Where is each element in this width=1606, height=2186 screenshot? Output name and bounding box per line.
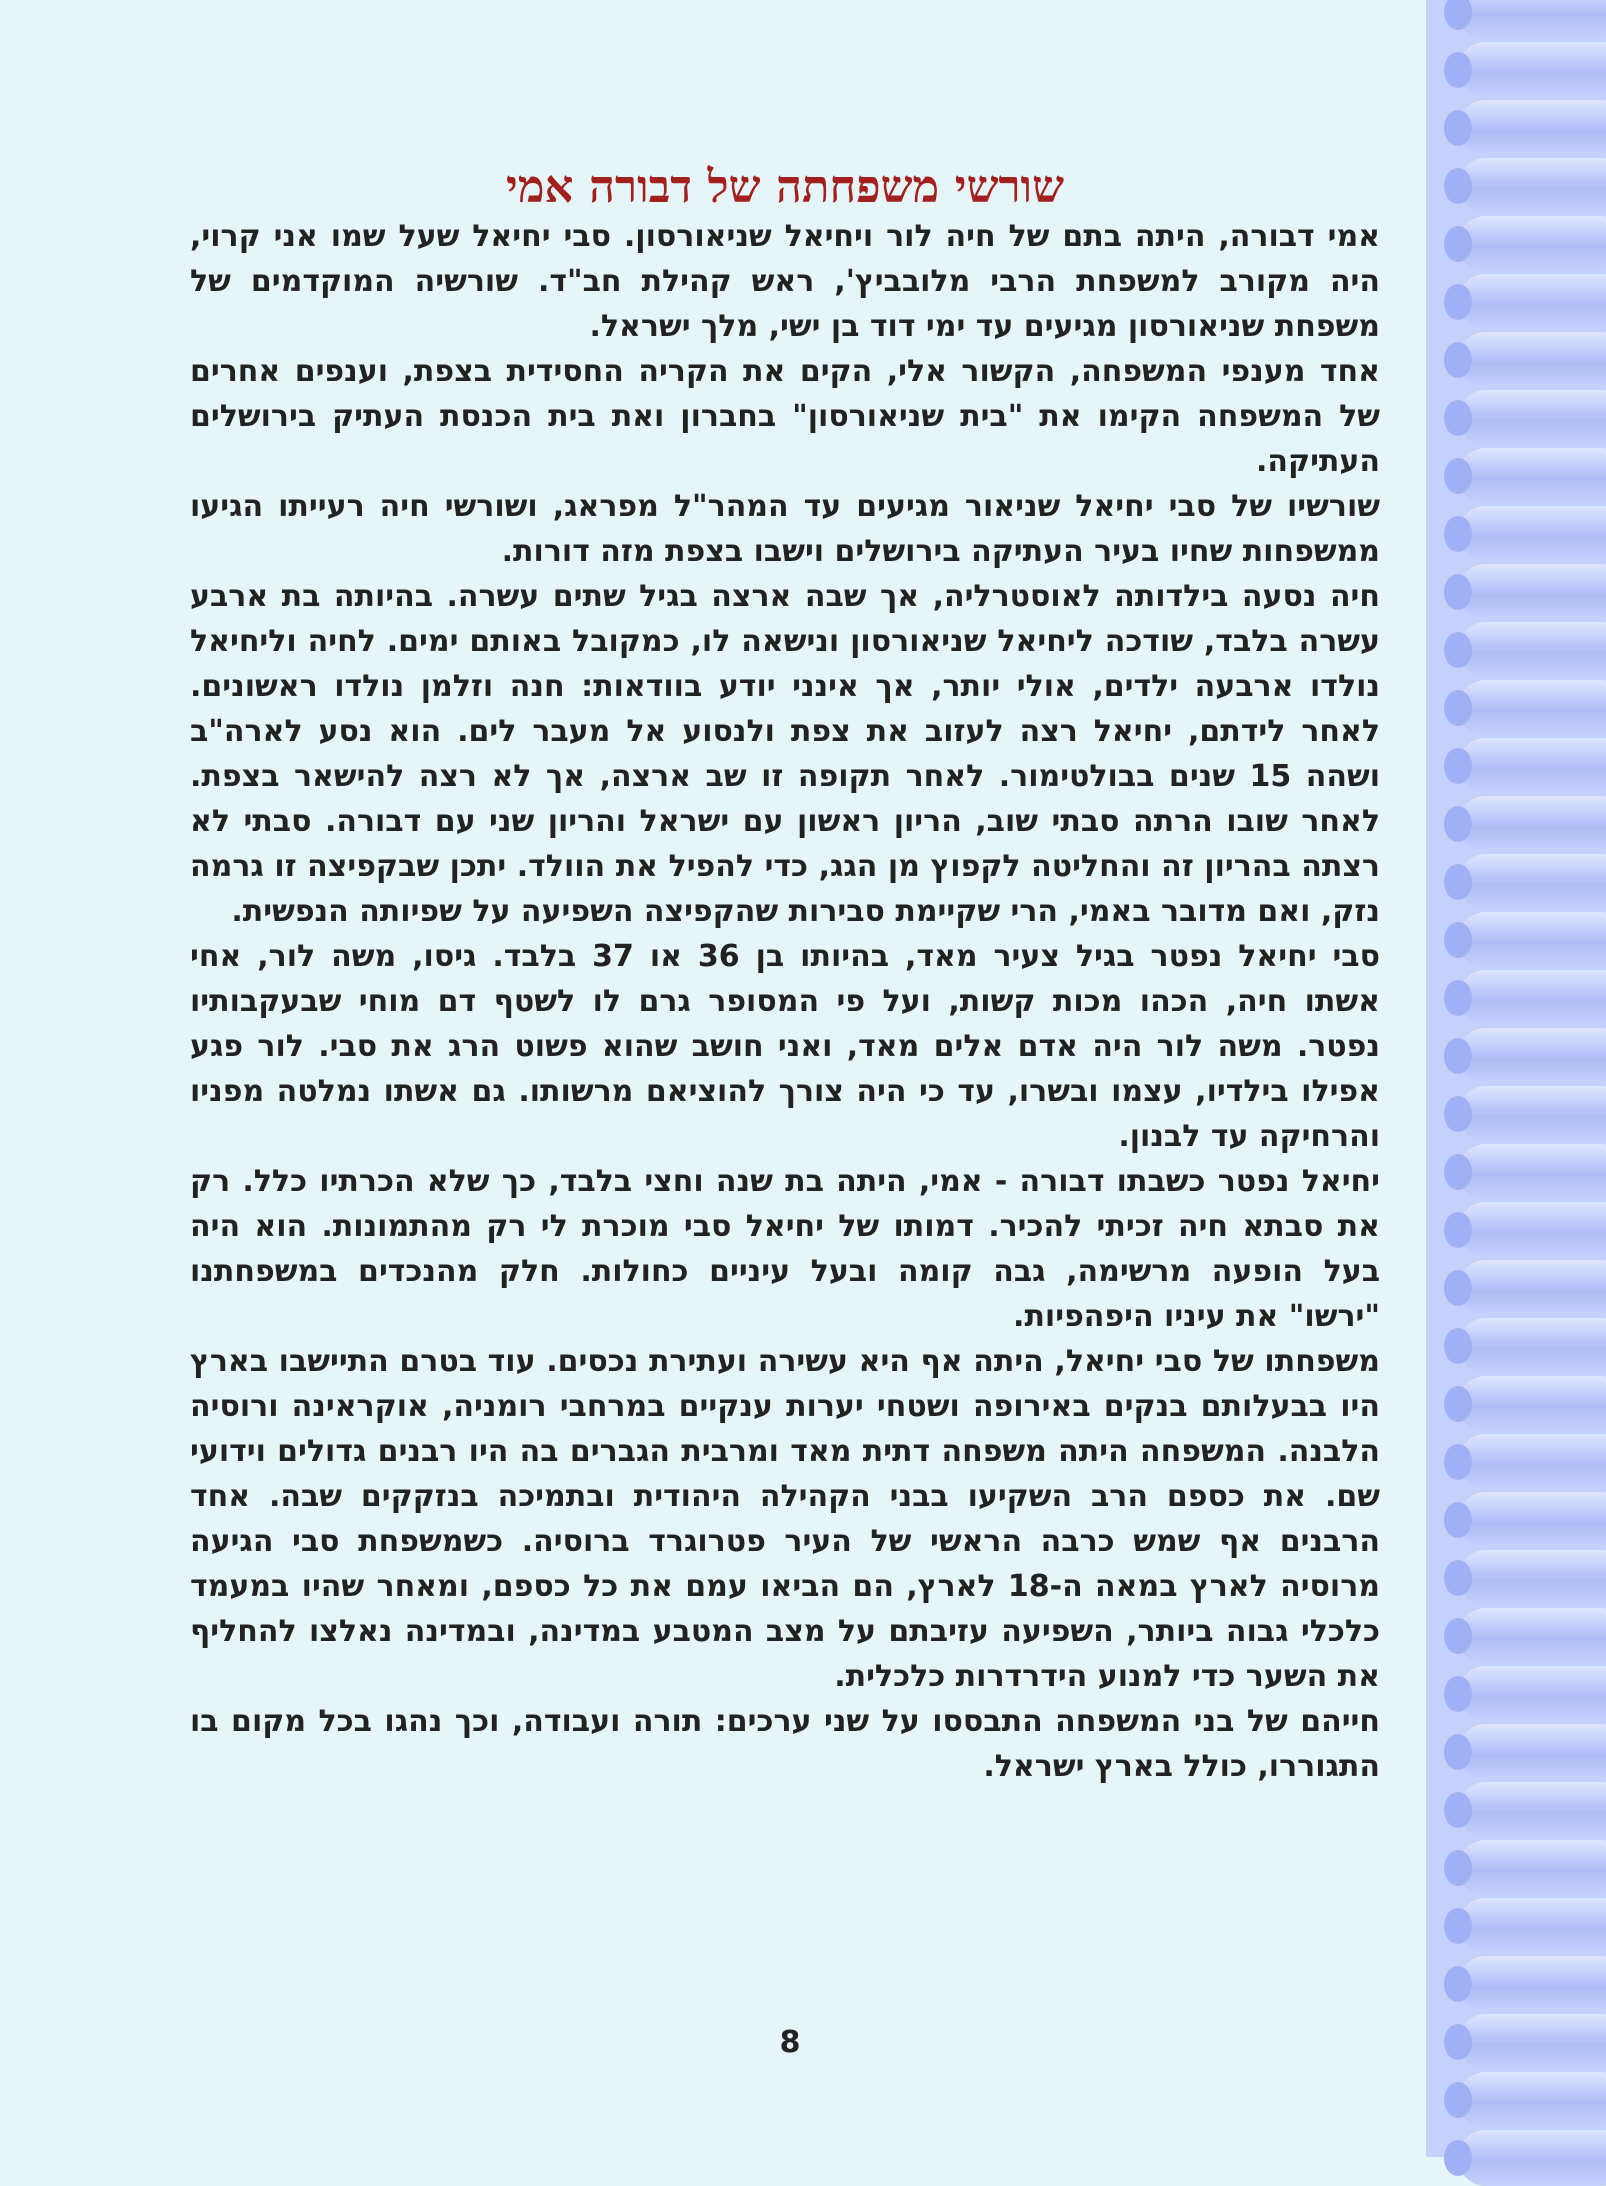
spiral-tab [1458, 1144, 1606, 1200]
spiral-tab [1458, 100, 1606, 156]
paragraph: חיה נסעה בילדותה לאוסטרליה, אך שבה ארצה בגיל שתים עשרה. בהיותה בת ארבע עשרה בלבד, שודכה ליחיאל שניאורסון ונישאה לו, כמקובל באותם ימים. לחיה וליחיאל נולדו ארבעה ילדים, אולי יותר, אך אינני יודע בוודאות: חנה וזלמן נולדו ראשונים. לאחר לידתם, יחיאל רצה לעזוב את צפת ולנסוע אל מעבר לים. הוא נסע לארה"ב ושהה 15 שנים בבולטימור. לאחר תקופה זו שב ארצה, אך לא רצה להישאר בצפת. לאחר שובו הרתה סבתי שוב, הריון ראשון עם ישראל והריון שני עם דבורה. סבתי לא רצתה בהריון זה והחליטה לקפוץ מן הגג, כדי להפיל את הוולד. יתכן שבקפיצה זו גרמה נזק, ואם מדובר באמי, הרי שקיימת סבירות שהקפיצה השפיעה על שפיותה הנפשית. [190, 579, 1380, 929]
page-title: שורשי משפחתה של דבורה אמי [506, 160, 1064, 213]
spiral-tab [1458, 1202, 1606, 1258]
spiral-tab [1458, 912, 1606, 968]
paragraph: יחיאל נפטר כשבתו דבורה - אמי, היתה בת שנה וחצי בלבד, כך שלא הכרתיו כלל. רק את סבתא חיה זכיתי להכיר. דמותו של יחיאל סבי מוכרת לי רק מהתמונות. הוא היה בעל הופעה מרשימה, גבה קומה ובעל עיניים כחולות. חלק מהנכדים במשפחתנו "ירשו" את עיניו היפהפיות. [190, 1164, 1380, 1334]
spiral-tab [1458, 1318, 1606, 1374]
page-content [190, 160, 1380, 1789]
spiral-tab [1458, 1898, 1606, 1954]
paragraph: סבי יחיאל נפטר בגיל צעיר מאד, בהיותו בן 36 או 37 בלבד. גיסו, משה לור, אחי אשתו חיה, הכהו מכות קשות, ועל פי המסופר גרם לו לשטף דם מוחי שבעקבותיו נפטר. משה לור היה אדם אלים מאד, ואני חושב שהוא פשוט הרג את סבי. לור פגע אפילו בילדיו, עצמו ובשרו, עד כי היה צורך להוציאם מרשותו. גם אשתו נמלטה מפניו והרחיקה עד לבנון. [190, 939, 1380, 1154]
spiral-tab [1458, 1840, 1606, 1896]
spiral-tab [1458, 1086, 1606, 1142]
spiral-tab [1458, 1434, 1606, 1490]
spiral-tab [1458, 738, 1606, 794]
spiral-tab [1458, 1028, 1606, 1084]
spiral-tab [1458, 622, 1606, 678]
paragraph: אמי דבורה, היתה בתם של חיה לור ויחיאל שניאורסון. סבי יחיאל שעל שמו אני קרוי, היה מקורב למשפחת הרבי מלובביץ', ראש קהילת חב"ד. שורשיה המוקדמים של משפחת שניאורסון מגיעים עד ימי דוד בן ישי, מלך ישראל. [190, 219, 1380, 344]
spiral-binding [1426, 0, 1606, 2157]
spiral-tab [1458, 448, 1606, 504]
spiral-tab [1458, 332, 1606, 388]
spiral-tab [1458, 506, 1606, 562]
spiral-tab [1458, 158, 1606, 214]
spiral-tab [1458, 854, 1606, 910]
paragraph: משפחתו של סבי יחיאל, היתה אף היא עשירה ועתירת נכסים. עוד בטרם התיישבו בארץ היו בבעלותם בנקים באירופה ושטחי יערות ענקיים במרחבי רומניה, אוקראינה ורוסיה הלבנה. המשפחה היתה משפחה דתית מאד ומרבית הגברים בה היו רבנים גדולים וידועי שם. את כספם הרב השקיעו בבני הקהילה היהודית ובתמיכה בנזקקים שבה. אחד הרבנים אף שמש כרבה הראשי של העיר פטרוגרד ברוסיה. כשמשפחת סבי הגיעה מרוסיה לארץ במאה ה-18 לארץ, הם הביאו עמם את כל כספם, ומאחר שהיו במעמד כלכלי גבוה ביותר, השפיעה עזיבתם על מצב המטבע במדינה, ובמדינה נאלצו להחליף את השער כדי למנוע הידרדרות כלכלית. [190, 1344, 1380, 1694]
spiral-tab [1458, 1550, 1606, 1606]
spiral-tab [1458, 2014, 1606, 2070]
spiral-tab [1458, 1260, 1606, 1316]
spiral-tab [1458, 1492, 1606, 1548]
paragraph: חייהם של בני המשפחה התבססו על שני ערכים: תורה ועבודה, וכך נהגו בכל מקום בו התגוררו, כולל בארץ ישראל. [190, 1704, 1380, 1784]
spiral-tab [1458, 1608, 1606, 1664]
spiral-tab [1458, 2072, 1606, 2128]
spiral-tab [1458, 0, 1606, 40]
spiral-tab [1458, 1782, 1606, 1838]
spiral-tab [1458, 1724, 1606, 1780]
spiral-tab [1458, 970, 1606, 1026]
spiral-tab [1458, 216, 1606, 272]
page-number: 8 [779, 2025, 801, 2060]
spiral-tab [1458, 1956, 1606, 2012]
spiral-tab [1458, 274, 1606, 330]
spiral-tab [1458, 42, 1606, 98]
paragraph: שורשיו של סבי יחיאל שניאור מגיעים עד המהר"ל מפראג, ושורשי חיה רעייתו הגיעו ממשפחות שחיו בעיר העתיקה בירושלים וישבו בצפת מזה דורות. [190, 489, 1380, 569]
spiral-tab [1458, 2130, 1606, 2186]
spiral-tab [1458, 564, 1606, 620]
paragraph: אחד מענפי המשפחה, הקשור אלי, הקים את הקריה החסידית בצפת, וענפים אחרים של המשפחה הקימו את "בית שניאורסון" בחברון ואת בית הכנסת העתיק בירושלים העתיקה. [190, 354, 1380, 479]
spiral-tab [1458, 1666, 1606, 1722]
spiral-tab [1458, 390, 1606, 446]
spiral-tab [1458, 680, 1606, 736]
spiral-tab [1458, 1376, 1606, 1432]
spiral-tab [1458, 796, 1606, 852]
